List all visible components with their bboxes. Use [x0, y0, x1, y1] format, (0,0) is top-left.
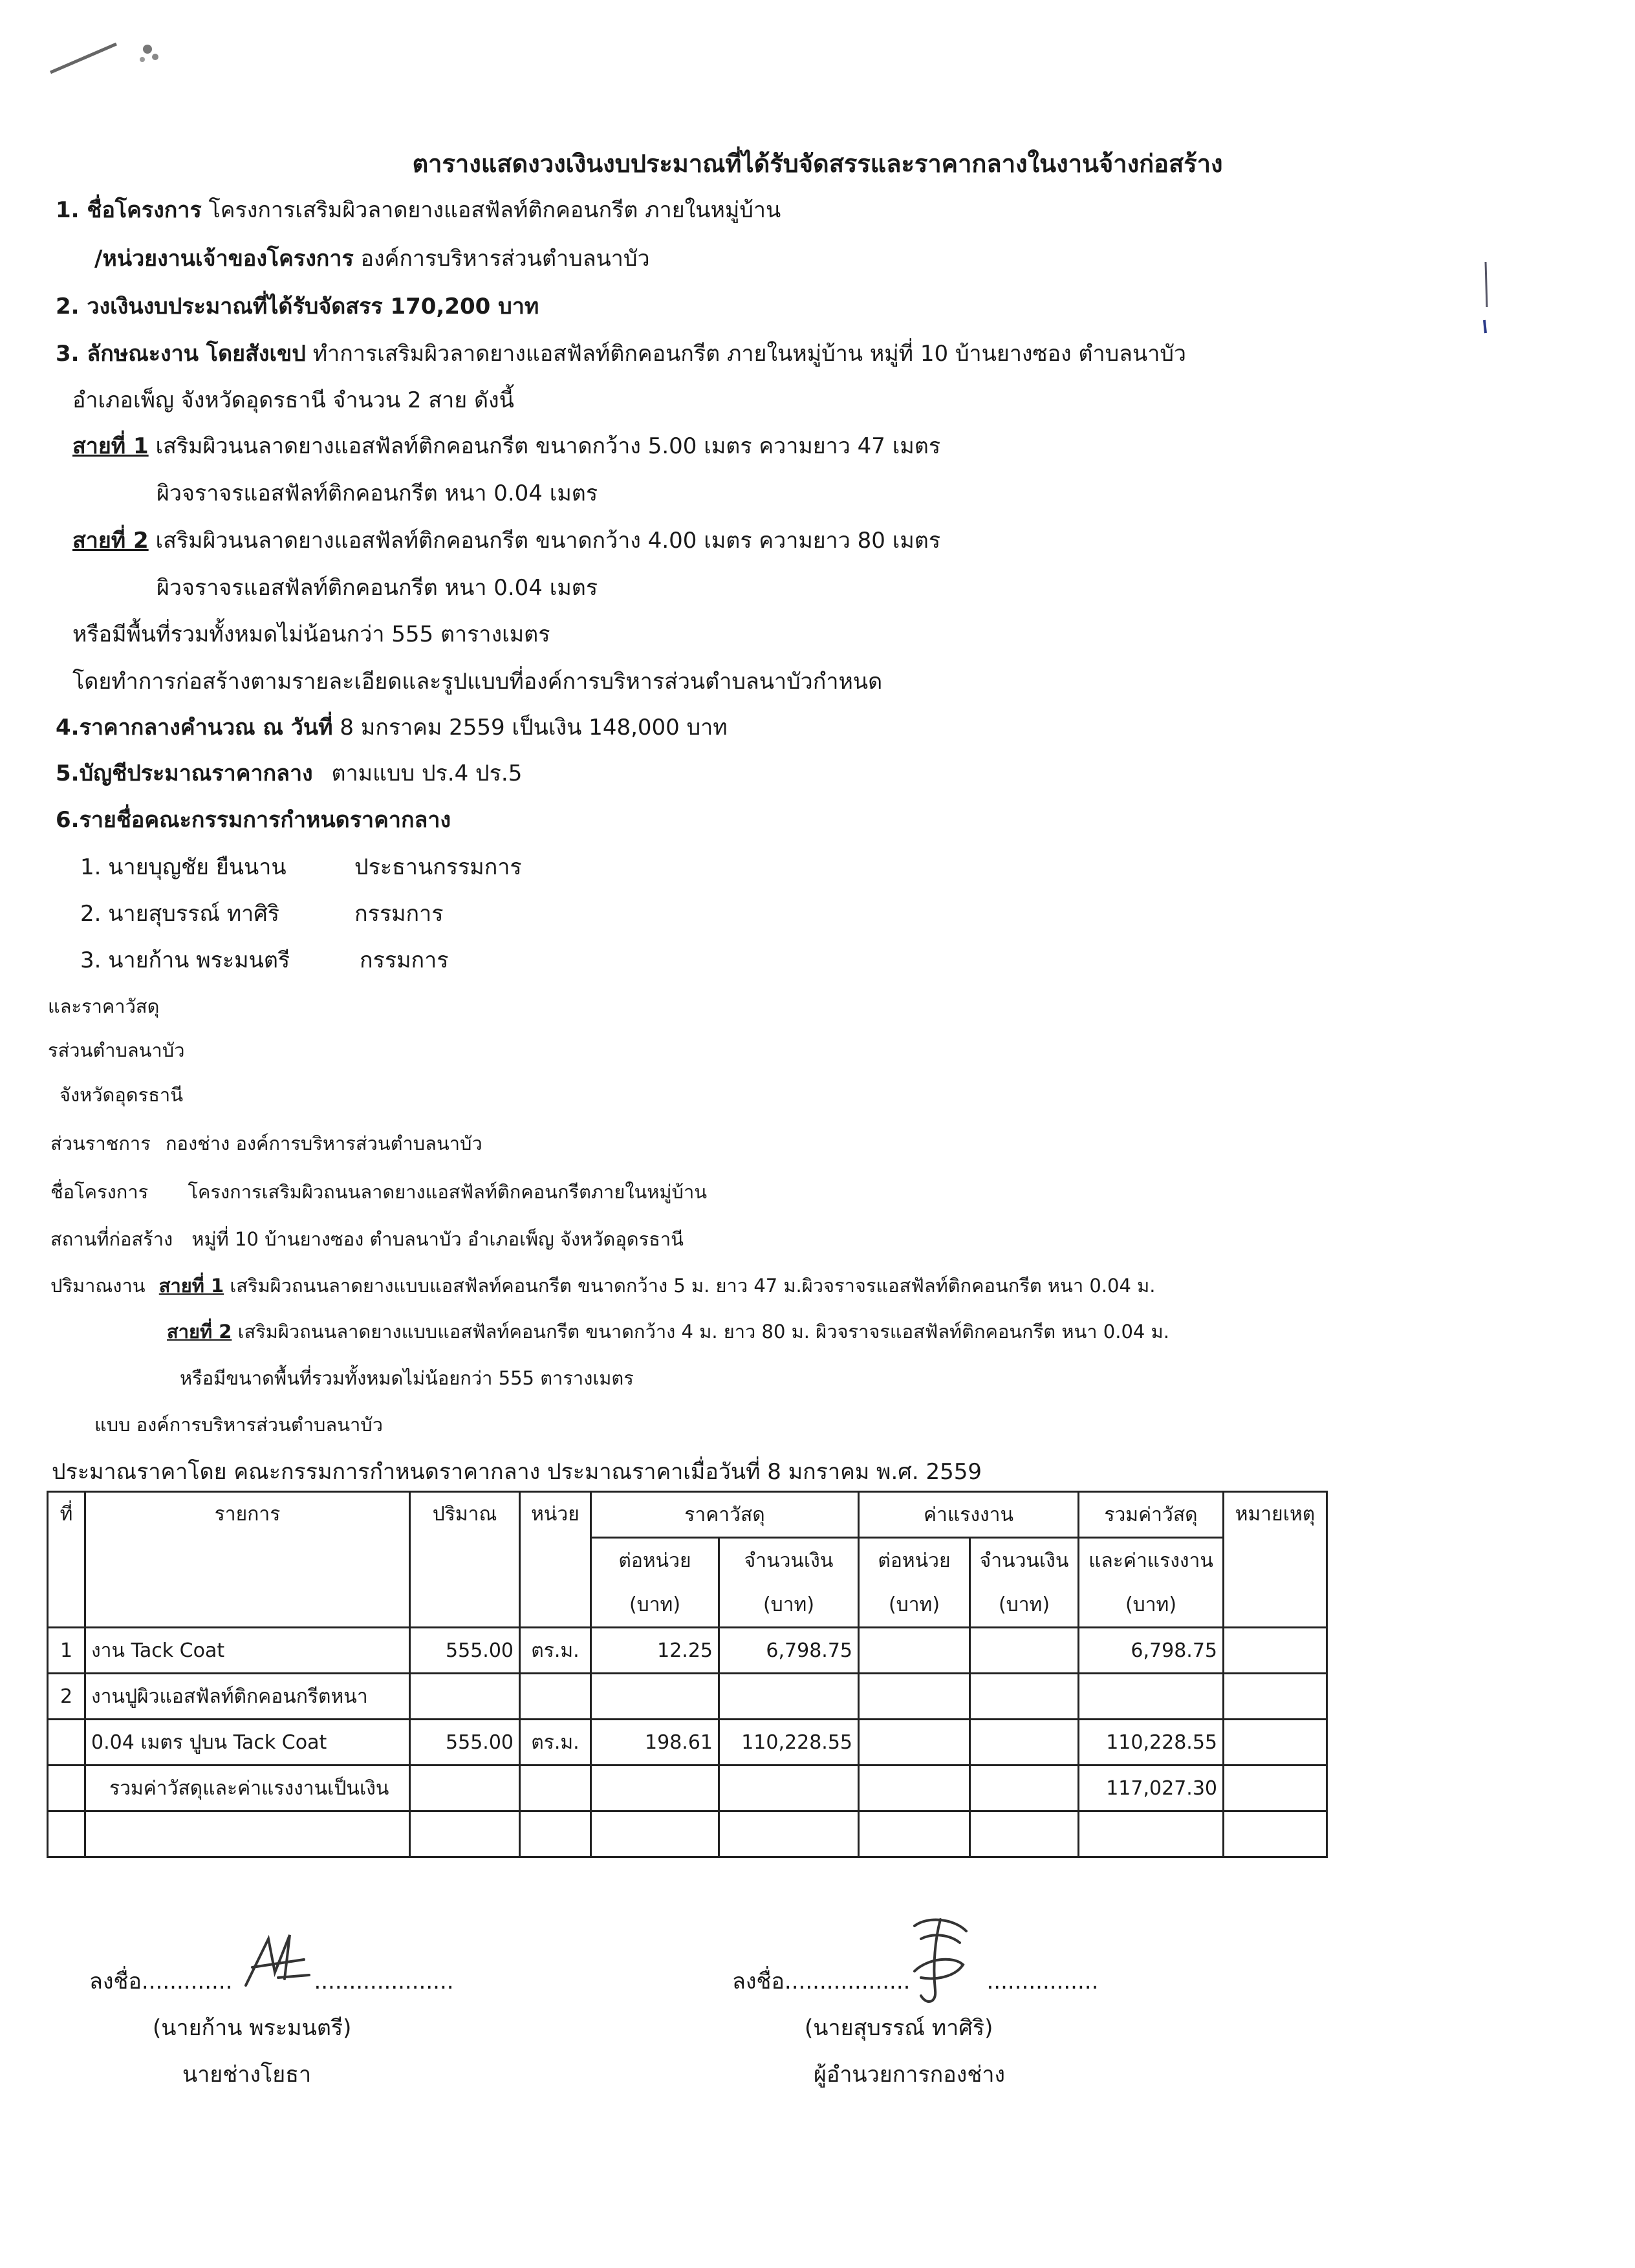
row-material-amount: 6,798.75	[719, 1628, 859, 1674]
header-remark: หมายเหตุ	[1224, 1492, 1327, 1628]
header-labor: ค่าแรงงาน	[859, 1492, 1079, 1538]
empty-cell	[591, 1811, 719, 1857]
road1-surface: ผิวจราจรแอสฟัลท์ติกคอนกรีต หนา 0.04 เมตร	[157, 481, 598, 506]
empty-cell	[859, 1811, 970, 1857]
project-name-value: โครงการเสริมผิวลาดยางแอสฟัลท์ติกคอนกรีต ภายในหมู่บ้าน	[208, 197, 781, 223]
row-material-unit: 12.25	[591, 1628, 719, 1674]
quantity-road1-text: เสริมผิวถนนลาดยางแบบแอสฟัลท์คอนกรีต ขนาดกว้าง 5 ม. ยาว 47 ม.ผิวจราจรแอสฟัลท์ติกคอนกรีต หนา 0.04 ม.	[230, 1275, 1156, 1297]
signer-right-name: (นายสุบรรณ์ ทาศิริ)	[805, 2015, 993, 2041]
work-description-line	[56, 336, 1186, 371]
budget-line: 2. วงเงินงบประมาณที่ได้รับจัดสรร 170,200 บาท	[56, 294, 539, 319]
estimate-line: ประมาณราคาโดย คณะกรรมการกำหนดราคากลาง ประมาณราคาเมื่อวันที่ 8 มกราคม พ.ศ. 2559	[52, 1459, 982, 1485]
empty-cell	[48, 1811, 85, 1857]
row-labor-amount	[970, 1674, 1079, 1720]
road1-line	[72, 428, 940, 463]
work-description-label: 3. ลักษณะงาน โดยสังเขป	[56, 341, 306, 367]
sum-label: รวมค่าวัสดุและค่าแรงงานเป็นเงิน	[85, 1766, 410, 1811]
row-labor-unit	[859, 1674, 970, 1720]
header-material-per-unit: ต่อหน่วย	[591, 1538, 719, 1583]
row-no: 2	[48, 1674, 85, 1720]
scan-mark	[45, 26, 175, 84]
row-qty	[410, 1674, 520, 1720]
empty-cell	[520, 1766, 591, 1811]
row-unit: ตร.ม.	[520, 1720, 591, 1766]
empty-cell	[591, 1766, 719, 1811]
construction-note: โดยทำการก่อสร้างตามรายละเอียดและรูปแบบที่องค์การบริหารส่วนตำบลนาบัวกำหนด	[72, 669, 883, 695]
row-remark	[1224, 1720, 1327, 1766]
project-owner-label: /หน่วยงานเจ้าของโครงการ	[94, 246, 354, 272]
committee-heading: 6.รายชื่อคณะกรรมการกำหนดราคากลาง	[56, 807, 451, 833]
table-header-row	[48, 1492, 1327, 1538]
cropped-fragment: จังหวัดอุดรธานี	[60, 1084, 184, 1106]
median-price-value: 8 มกราคม 2559 เป็นเงิน 148,000 บาท	[340, 715, 728, 740]
header-labor-per-unit: ต่อหน่วย	[859, 1538, 970, 1583]
row-total	[1079, 1674, 1224, 1720]
quantity-road2-text: เสริมผิวถนนลาดยางแบบแอสฟัลท์คอนกรีต ขนาดกว้าง 4 ม. ยาว 80 ม. ผิวจราจรแอสฟัลท์ติกคอนกรีต หนา 0.04 ม.	[237, 1321, 1169, 1343]
project-name-label: 1. ชื่อโครงการ	[56, 197, 202, 223]
empty-cell	[719, 1811, 859, 1857]
project-name-line	[56, 192, 781, 227]
row-remark	[1224, 1674, 1327, 1720]
empty-cell	[520, 1811, 591, 1857]
table-sum-row	[48, 1766, 1327, 1811]
estimate-form-label: 5.บัญชีประมาณราคากลาง	[56, 761, 313, 786]
road1-label: สายที่ 1	[72, 433, 149, 459]
row-unit	[520, 1674, 591, 1720]
signer-right-title: ผู้อำนวยการกองช่าง	[814, 2062, 1006, 2088]
row-material-amount: 110,228.55	[719, 1720, 859, 1766]
road2-text: เสริมผิวนนลาดยางแอสฟัลท์ติกคอนกรีต ขนาดกว้าง 4.00 เมตร ความยาว 80 เมตร	[155, 528, 941, 554]
empty-cell	[410, 1811, 520, 1857]
row-remark	[1224, 1628, 1327, 1674]
row-material-unit: 198.61	[591, 1720, 719, 1766]
signature-mark-left	[239, 1927, 317, 1998]
row-labor-amount	[970, 1720, 1079, 1766]
cropped-fragment: และราคาวัสดุ	[48, 995, 160, 1017]
signer-left-title: นายช่างโยธา	[182, 2062, 312, 2088]
row-no	[48, 1720, 85, 1766]
signature-right-prefix: ลงชื่อ..................	[732, 1969, 911, 1994]
empty-cell	[719, 1766, 859, 1811]
row-item: งาน Tack Coat	[85, 1628, 410, 1674]
empty-cell	[970, 1766, 1079, 1811]
table-row	[48, 1628, 1327, 1674]
committee-member-name: 1. นายบุญชัย ยืนนาน	[80, 854, 287, 880]
work-description-text: ทำการเสริมผิวลาดยางแอสฟัลท์ติกคอนกรีต ภายในหมู่บ้าน หมู่ที่ 10 บ้านยางซอง ตำบลนาบัว	[312, 341, 1187, 367]
cost-table	[47, 1491, 1328, 1858]
signature-left-prefix: ลงชื่อ.............	[89, 1969, 233, 1994]
header-baht: (บาท)	[859, 1582, 970, 1628]
row-item: 0.04 เมตร ปูบน Tack Coat	[85, 1720, 410, 1766]
row-labor-amount	[970, 1628, 1079, 1674]
empty-cell	[859, 1766, 970, 1811]
quantity-label: ปริมาณงาน	[50, 1275, 146, 1297]
committee-member-role: ประธานกรรมการ	[354, 854, 522, 880]
median-price-line	[56, 709, 728, 744]
header-baht: (บาท)	[591, 1582, 719, 1628]
signer-left-name: (นายก้าน พระมนตรี)	[153, 2015, 352, 2041]
scan-mark-right	[1478, 255, 1504, 346]
quantity-line-1	[50, 1271, 1156, 1301]
row-qty: 555.00	[410, 1628, 520, 1674]
committee-member-name: 3. นายก้าน พระมนตรี	[80, 947, 290, 973]
committee-member-name: 2. นายสุบรรณ์ ทาศิริ	[80, 901, 280, 927]
quantity-line-2	[167, 1317, 1169, 1346]
estimate-form-value: ตามแบบ ปร.4 ปร.5	[331, 761, 523, 786]
header-qty: ปริมาณ	[410, 1492, 520, 1628]
design-line: แบบ องค์การบริหารส่วนตำบลนาบัว	[94, 1414, 383, 1436]
project-value: โครงการเสริมผิวถนนลาดยางแอสฟัลท์ติกคอนกรีตภายในหมู่บ้าน	[188, 1181, 708, 1203]
row-no: 1	[48, 1628, 85, 1674]
empty-cell	[970, 1811, 1079, 1857]
project-label: ชื่อโครงการ	[50, 1181, 149, 1203]
header-total-line2: และค่าแรงงาน	[1079, 1538, 1224, 1583]
empty-cell	[85, 1811, 410, 1857]
project-line	[50, 1177, 707, 1207]
row-unit: ตร.ม.	[520, 1628, 591, 1674]
signature-left-suffix: ....................	[314, 1969, 454, 1994]
cropped-fragment: รส่วนตำบลนาบัว	[48, 1039, 185, 1061]
site-line	[50, 1224, 684, 1254]
row-labor-unit	[859, 1720, 970, 1766]
quantity-road2-label: สายที่ 2	[167, 1321, 232, 1343]
table-row	[48, 1720, 1327, 1766]
header-total-line1: รวมค่าวัสดุ	[1079, 1492, 1224, 1538]
row-total: 110,228.55	[1079, 1720, 1224, 1766]
total-area-line: หรือมีพื้นที่รวมทั้งหมดไม่น้อนกว่า 555 ตารางเมตร	[72, 621, 550, 647]
row-item: งานปูผิวแอสฟัลท์ติกคอนกรีตหนา	[85, 1674, 410, 1720]
empty-cell	[1079, 1811, 1224, 1857]
signature-right-suffix: ................	[986, 1969, 1099, 1994]
estimate-form-line	[56, 755, 522, 790]
empty-cell	[1224, 1766, 1327, 1811]
header-material-amount: จำนวนเงิน	[719, 1538, 859, 1583]
header-material: ราคาวัสดุ	[591, 1492, 859, 1538]
committee-member-role: กรรมการ	[360, 947, 449, 973]
sum-no	[48, 1766, 85, 1811]
department-line	[50, 1129, 482, 1158]
road2-label: สายที่ 2	[72, 528, 149, 554]
project-owner-value: องค์การบริหารส่วนตำบลนาบัว	[360, 246, 650, 272]
row-total: 6,798.75	[1079, 1628, 1224, 1674]
road2-line	[72, 523, 940, 557]
header-item: รายการ	[85, 1492, 410, 1628]
header-baht: (บาท)	[719, 1582, 859, 1628]
document-title: ตารางแสดงวงเงินงบประมาณที่ได้รับจัดสรรและราคากลางในงานจ้างก่อสร้าง	[412, 149, 1223, 178]
road2-surface: ผิวจราจรแอสฟัลท์ติกคอนกรีต หนา 0.04 เมตร	[157, 575, 598, 601]
signature-mark-right	[895, 1913, 979, 2010]
work-location-line: อำเภอเพ็ญ จังหวัดอุดรธานี จำนวน 2 สาย ดังนี้	[72, 387, 514, 413]
table-empty-row	[48, 1811, 1327, 1857]
committee-member-role: กรรมการ	[354, 901, 444, 927]
road1-text: เสริมผิวนนลาดยางแอสฟัลท์ติกคอนกรีต ขนาดกว้าง 5.00 เมตร ความยาว 47 เมตร	[155, 433, 941, 459]
quantity-area: หรือมีขนาดพื้นที่รวมทั้งหมดไม่น้อยกว่า 555 ตารางเมตร	[180, 1367, 634, 1389]
row-labor-unit	[859, 1628, 970, 1674]
empty-cell	[1224, 1811, 1327, 1857]
site-value: หมู่ที่ 10 บ้านยางซอง ตำบลนาบัว อำเภอเพ็ญ จังหวัดอุดรธานี	[191, 1228, 684, 1250]
header-baht: (บาท)	[970, 1582, 1079, 1628]
project-owner-line	[94, 241, 650, 275]
row-qty: 555.00	[410, 1720, 520, 1766]
header-no: ที่	[48, 1492, 85, 1628]
row-material-amount	[719, 1674, 859, 1720]
header-labor-amount: จำนวนเงิน	[970, 1538, 1079, 1583]
header-baht: (บาท)	[1079, 1582, 1224, 1628]
row-material-unit	[591, 1674, 719, 1720]
header-unit: หน่วย	[520, 1492, 591, 1628]
sum-value: 117,027.30	[1079, 1766, 1224, 1811]
empty-cell	[410, 1766, 520, 1811]
site-label: สถานที่ก่อสร้าง	[50, 1228, 173, 1250]
quantity-road1-label: สายที่ 1	[158, 1275, 224, 1297]
median-price-label: 4.ราคากลางคำนวณ ณ วันที่	[56, 715, 333, 740]
department-label: ส่วนราชการ	[50, 1132, 151, 1154]
table-row	[48, 1674, 1327, 1720]
department-value: กองช่าง องค์การบริหารส่วนตำบลนาบัว	[166, 1132, 482, 1154]
